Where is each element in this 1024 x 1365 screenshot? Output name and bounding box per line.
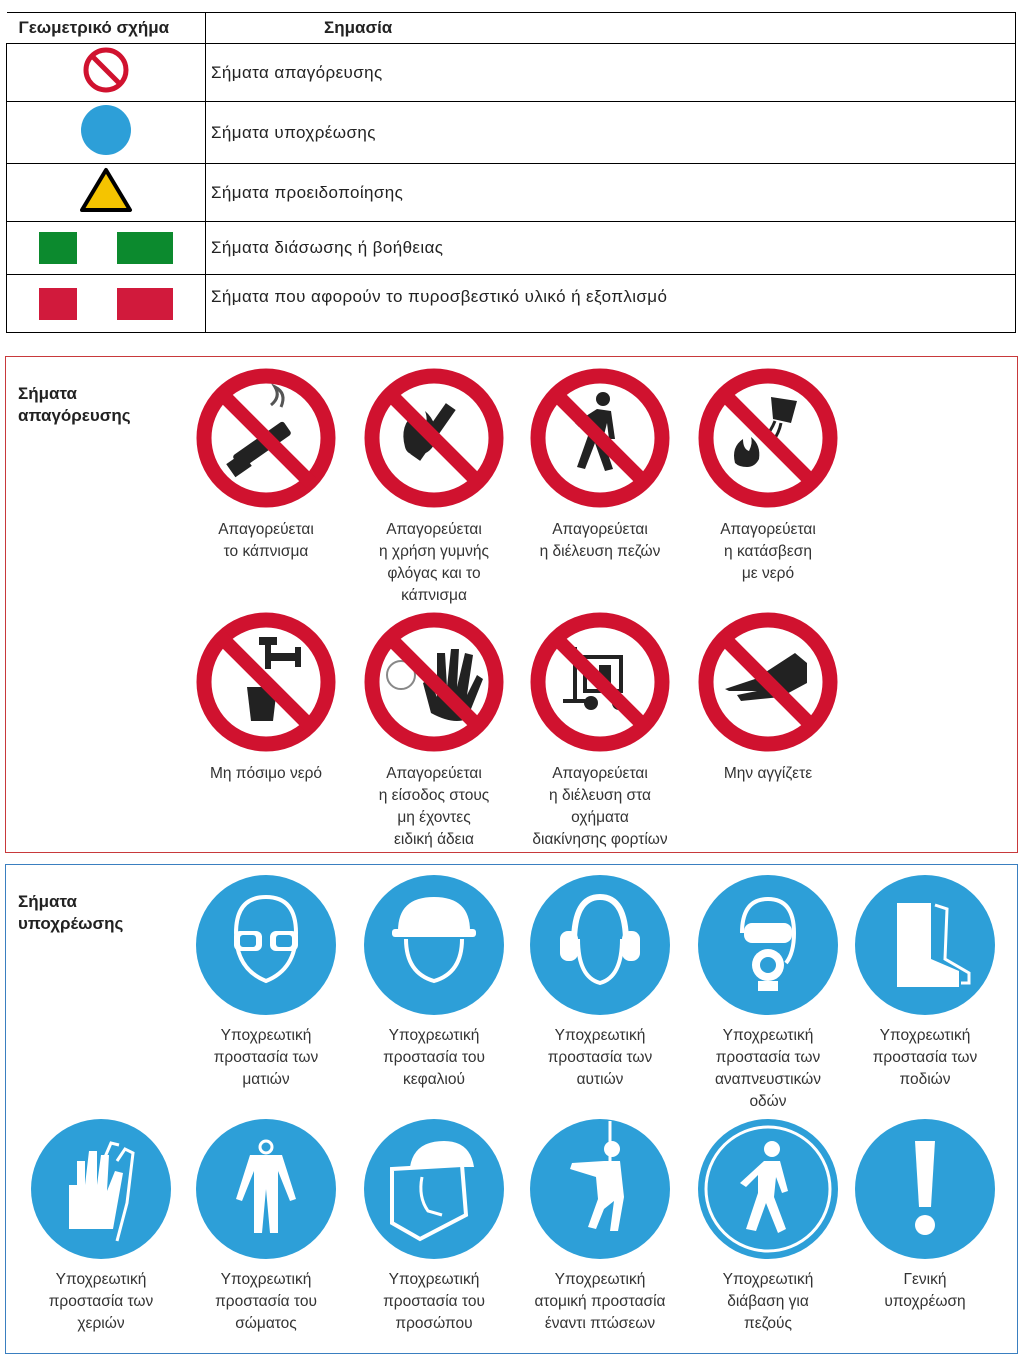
- green-square-small: [39, 232, 77, 264]
- prohibition-section: [5, 356, 1018, 853]
- sign-foot-protection: [840, 873, 1010, 1091]
- no-smoking-icon: [193, 365, 339, 511]
- sign-no-water-extinguish: [683, 365, 853, 585]
- non-potable-water-icon: [193, 609, 339, 755]
- sign-no-smoking: [181, 365, 351, 563]
- prohibition-title: Σήματα απαγόρευσης: [18, 384, 131, 425]
- general-mandatory-icon: [853, 1117, 997, 1261]
- no-open-flame-icon: [361, 365, 507, 511]
- no-water-extinguish-icon: [695, 365, 841, 511]
- body-protection-icon: [194, 1117, 338, 1261]
- legend-table: [6, 12, 1016, 333]
- sign-pedestrian-route: [683, 1117, 853, 1335]
- no-pedestrians-icon: [527, 365, 673, 511]
- sign-non-potable-water: [181, 609, 351, 785]
- yellow-triangle-icon: [78, 166, 134, 214]
- green-square-large: [117, 232, 173, 264]
- sign-label: Απαγορεύεται η χρήση γυμνής φλόγας και το κάπνισμα: [379, 521, 489, 604]
- sign-fall-protection: [515, 1117, 685, 1335]
- ear-protection-icon: [528, 873, 672, 1017]
- fall-protection-icon: [528, 1117, 672, 1261]
- header-shape: Γεωμετρικό σχήμα: [7, 13, 206, 44]
- red-square-large: [117, 288, 173, 320]
- sign-no-forklifts: [515, 609, 685, 851]
- legend-meaning-rescue: Σήματα διάσωσης ή βοήθειας: [206, 222, 1016, 275]
- hand-protection-icon: [29, 1117, 173, 1261]
- legend-meaning-prohibition: Σήματα απαγόρευσης: [206, 44, 1016, 102]
- sign-respiratory-protection: [683, 873, 853, 1113]
- pedestrian-route-icon: [696, 1117, 840, 1261]
- sign-head-protection: [349, 873, 519, 1091]
- red-square-small: [39, 288, 77, 320]
- sign-label: Υποχρεωτική προστασία του προσώπου: [383, 1271, 485, 1332]
- sign-label: Υποχρεωτική προστασία των ματιών: [213, 1027, 319, 1088]
- sign-no-open-flame: [349, 365, 519, 607]
- sign-no-unauthorized-entry: [349, 609, 519, 851]
- red-squares-icon: [7, 275, 206, 333]
- sign-body-protection: [181, 1117, 351, 1335]
- sign-label: Υποχρεωτική ατομική προστασία έναντι πτώσεων: [534, 1271, 666, 1332]
- sign-label: Απαγορεύεται η διέλευση πεζών: [539, 521, 661, 560]
- sign-label: Υποχρεωτική προστασία του σώματος: [215, 1271, 317, 1332]
- header-meaning: Σημασία: [206, 13, 1016, 44]
- sign-label: Υποχρεωτική προστασία των αυτιών: [547, 1027, 653, 1088]
- prohibition-circle-icon: [81, 45, 131, 95]
- foot-protection-icon: [853, 873, 997, 1017]
- mandatory-title: Σήματα υποχρέωσης: [18, 892, 124, 933]
- mandatory-section: [5, 864, 1018, 1354]
- legend-meaning-mandatory: Σήματα υποχρέωσης: [206, 102, 1016, 164]
- blue-circle-icon: [79, 103, 133, 157]
- eye-protection-icon: [194, 873, 338, 1017]
- sign-label: Απαγορεύεται η είσοδος στους μη έχοντες ειδική άδεια: [378, 765, 490, 848]
- sign-label: Απαγορεύεται η κατάσβεση με νερό: [720, 521, 816, 582]
- sign-eye-protection: [181, 873, 351, 1091]
- sign-label: Μη πόσιμο νερό: [209, 765, 323, 782]
- sign-face-protection: [349, 1117, 519, 1335]
- sign-label: Υποχρεωτική προστασία των χεριών: [48, 1271, 154, 1332]
- sign-label: Απαγορεύεται η διέλευση στα οχήματα διακίνησης φορτίων: [532, 765, 668, 848]
- green-squares-icon: [7, 222, 206, 275]
- sign-general-mandatory: [840, 1117, 1010, 1313]
- sign-label: Γενική υποχρέωση: [884, 1271, 966, 1310]
- sign-hand-protection: [16, 1117, 186, 1335]
- head-protection-icon: [362, 873, 506, 1017]
- sign-label: Υποχρεωτική διάβαση για πεζούς: [722, 1271, 814, 1332]
- sign-label: Υποχρεωτική προστασία των ποδιών: [872, 1027, 978, 1088]
- sign-no-pedestrians: [515, 365, 685, 563]
- respiratory-protection-icon: [696, 873, 840, 1017]
- no-unauthorized-entry-icon: [361, 609, 507, 755]
- sign-label: Υποχρεωτική προστασία των αναπνευστικών οδών: [714, 1027, 822, 1110]
- legend-meaning-warning: Σήματα προειδοποίησης: [206, 164, 1016, 222]
- sign-label: Υποχρεωτική προστασία του κεφαλιού: [383, 1027, 485, 1088]
- sign-ear-protection: [515, 873, 685, 1091]
- do-not-touch-icon: [695, 609, 841, 755]
- sign-label: Μην αγγίζετε: [723, 765, 813, 782]
- legend-meaning-fire: Σήματα που αφορούν το πυροσβεστικό υλικό ή εξοπλισμό: [206, 275, 1016, 333]
- no-forklifts-icon: [527, 609, 673, 755]
- sign-do-not-touch: [683, 609, 853, 785]
- face-protection-icon: [362, 1117, 506, 1261]
- sign-label: Απαγορεύεται το κάπνισμα: [218, 521, 314, 560]
